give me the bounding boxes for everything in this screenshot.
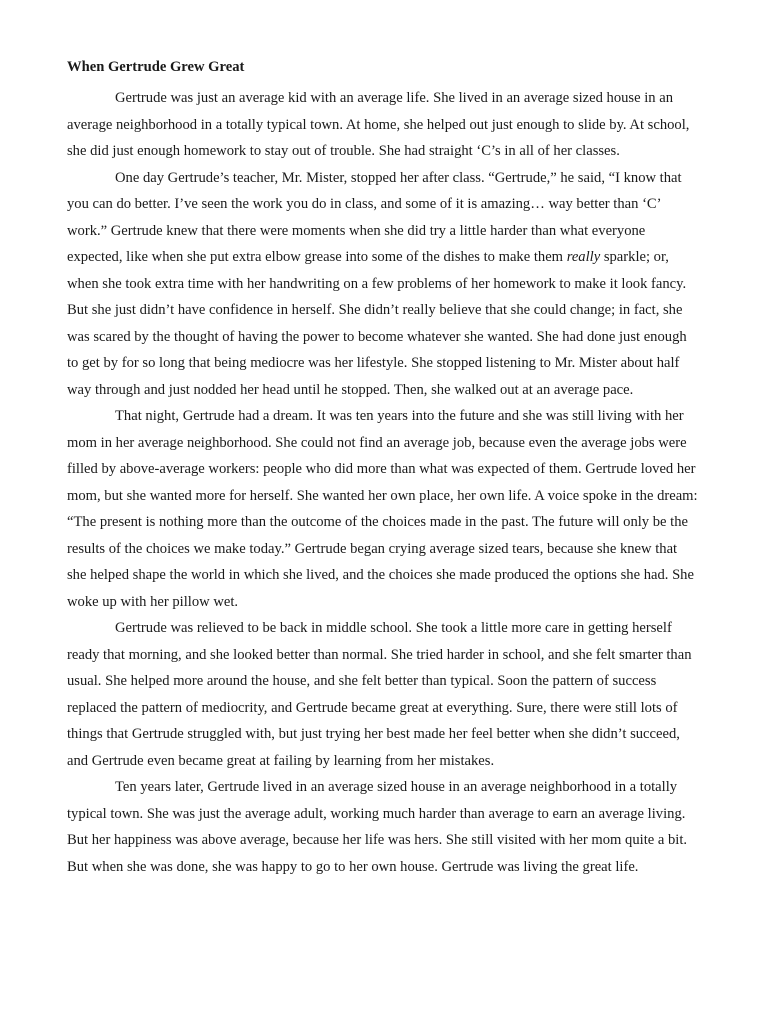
paragraph-5: Ten years later, Gertrude lived in an average sized house in an average neighborhood in a totally typical town. She was just the average adult, working much harder than average to earn an average living. But her happiness was above average, because her life was hers. She still visited with her mom quite a bit. But when she was done, she was happy to go to her own house. Gertrude was living the great life. [67,779,688,875]
paragraph-1: Gertrude was just an average kid with an average life. She lived in an average sized house in an average neighborhood in a totally typical town. At home, she helped out just enough to slide by. At school, she did just enough homework to stay out of trouble. She had straight ‘C’s in all of her classes. [67,90,690,159]
paragraph-2-tail: sparkle; or, when she took extra time with her handwriting on a few problems of her homework to make it look fancy. But she just didn’t have confidence in herself. She didn’t really believe that she could change; in fact, she was scared by the thought of having the power to become whatever she wanted. She had done just enough to get by for so long that being mediocre was her lifestyle. She stopped listening to Mr. Mister about half way through and just nodded her head until he stopped. Then, she walked out at an average pace. [67,249,687,398]
paragraph-2-lead: One day Gertrude’s teacher, Mr. Mister, stopped her after class. “Gertrude,” he said, “I know that you can do better. I’ve seen the work you do in class, and some of it is amazing… way better than ‘C’ work.” Gertrude knew that there were moments when she did try a little harder than what everyone expected, like when she put extra elbow grease into some of the dishes to make them [67,169,682,265]
paragraph-2 [67,165,699,404]
paragraph-4: Gertrude was relieved to be back in middle school. She took a little more care in getting herself ready that morning, and she looked better than normal. She tried harder in school, and she felt smarter than usual. She helped more around the house, and she felt better than typical. Soon the pattern of success replaced the pattern of mediocrity, and Gertrude became great at everything. Sure, there were still lots of things that Gertrude struggled with, but just trying her best made her feel better when she didn’t succeed, and Gertrude even became great at failing by learning from her mistakes. [67,620,692,769]
paragraph-2-emphasis: really [566,249,601,265]
document-title: When Gertrude Grew Great [67,59,245,75]
document-page [67,56,699,880]
paragraph-3: That night, Gertrude had a dream. It was ten years into the future and she was still living with her mom in her average neighborhood. She could not find an average job, because even the average jobs were filled by above-average workers: people who did more than what was expected of them. Gertrude loved her mom, but she wanted more for herself. She wanted her own place, her own life. A voice spoke in the dream: “The present is nothing more than the outcome of the choices made in the past. The future will only be the results of the choices we make today.” Gertrude began crying average sized tears, because she knew that she helped shape the world in which she lived, and the choices she made produced the options she had. She woke up with her pillow wet. [67,408,698,610]
